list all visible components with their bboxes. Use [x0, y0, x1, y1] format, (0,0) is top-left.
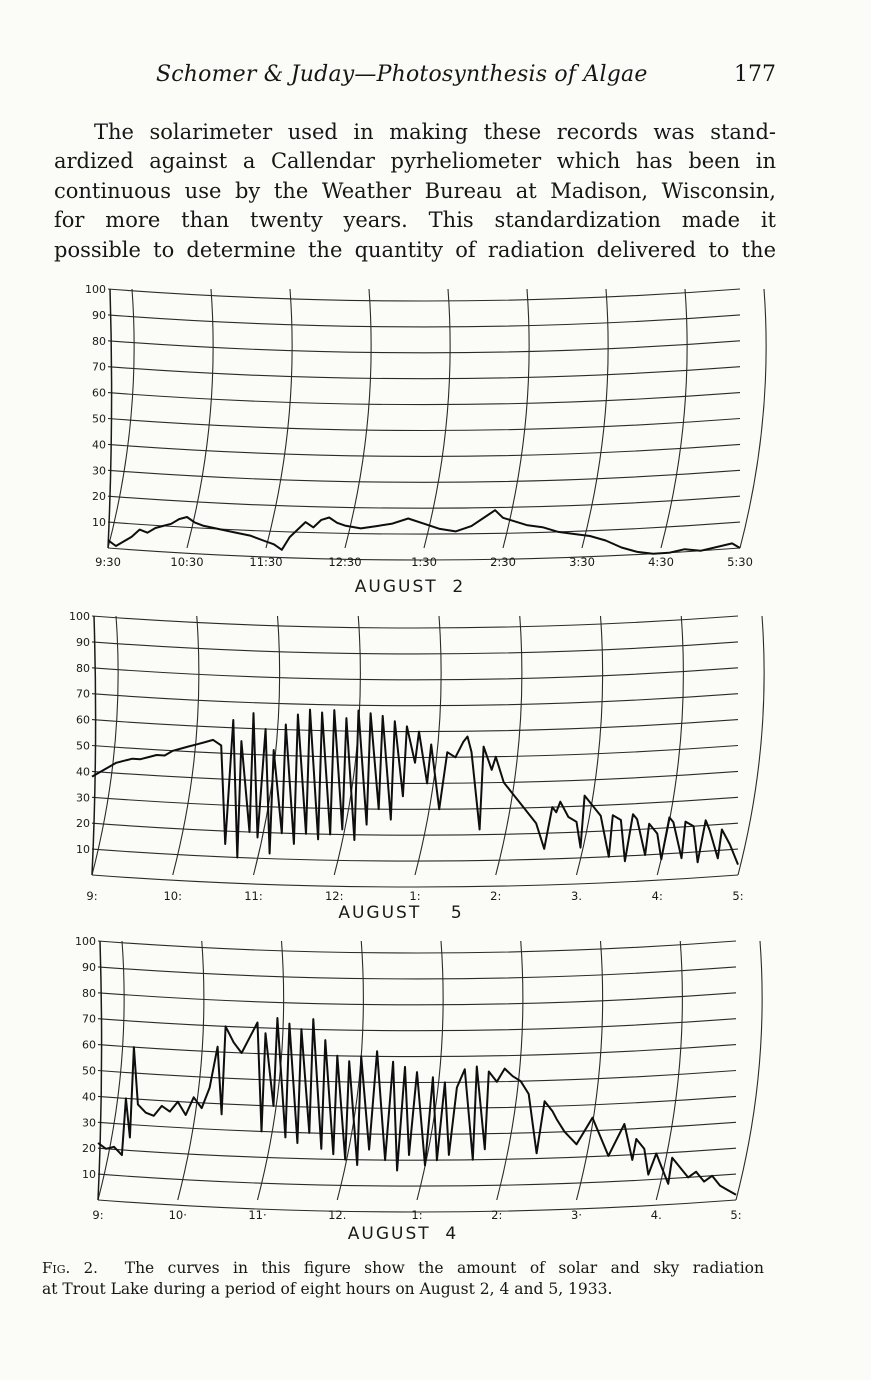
- time-rule: [577, 941, 603, 1200]
- x-tick-label: 9:30: [95, 555, 121, 569]
- x-tick-label: 3.: [571, 889, 582, 903]
- radiation-curve: [92, 710, 738, 865]
- y-tick-label: 10: [76, 843, 90, 857]
- y-tick-label: 60: [76, 713, 90, 727]
- x-tick-label: 10·: [168, 1208, 187, 1222]
- time-rule: [417, 941, 443, 1200]
- x-tick-label: 3·: [571, 1208, 582, 1222]
- body-line: possible to determine the quantity of radiation delivered to the: [54, 237, 776, 262]
- x-tick-label: 2:: [491, 1208, 503, 1222]
- y-tick-label: 60: [82, 1038, 96, 1052]
- x-tick-label: 5:30: [727, 555, 753, 569]
- chart-panel-1: [85, 283, 766, 597]
- time-rule: [661, 289, 687, 548]
- gridline: [92, 849, 738, 861]
- radiation-curve: [98, 1018, 736, 1195]
- y-tick-label: 10: [82, 1168, 96, 1182]
- x-tick-label: 11:30: [249, 555, 283, 569]
- y-tick-label: 100: [75, 935, 96, 948]
- gridline: [92, 616, 738, 628]
- chart-panel-3: [75, 935, 762, 1244]
- x-tick-label: 1:30: [411, 555, 437, 569]
- y-tick-label: 10: [92, 516, 106, 530]
- gridline: [98, 1174, 736, 1186]
- x-tick-label: 4.: [650, 1208, 662, 1222]
- y-tick-label: 50: [92, 412, 106, 426]
- y-tick-label: 70: [76, 687, 90, 701]
- gridline: [98, 1019, 736, 1031]
- y-tick-label: 80: [82, 986, 96, 1000]
- time-rule: [178, 941, 204, 1200]
- gridline: [92, 720, 738, 732]
- gridline: [108, 419, 740, 431]
- x-tick-label: 2:30: [490, 555, 516, 569]
- y-tick-label: 20: [76, 817, 90, 831]
- gridline: [92, 694, 738, 706]
- gridline: [98, 1045, 736, 1057]
- time-rule: [657, 616, 683, 875]
- x-tick-label: 3:30: [569, 555, 595, 569]
- body-line: for more than twenty years. This standardization made it: [54, 208, 776, 233]
- caption-text-1: The curves in this figure show the amount of solar and sky radiation: [124, 1259, 764, 1277]
- chart-panel-2: [69, 610, 764, 923]
- x-tick-label: 5:: [732, 889, 744, 903]
- time-rule: [187, 289, 213, 548]
- x-tick-label: 12.: [328, 1208, 347, 1222]
- time-rule: [415, 616, 441, 875]
- caption-text-2: at Trout Lake during a period of eight hours on August 2, 4 and 5, 1933.: [42, 1280, 613, 1298]
- x-tick-label: 12:: [324, 889, 344, 903]
- y-tick-label: 30: [92, 464, 106, 478]
- caption-line-1: [42, 1258, 764, 1279]
- y-tick-label: 80: [92, 334, 106, 348]
- x-tick-label: 1:: [409, 889, 421, 903]
- gridline: [108, 393, 740, 405]
- time-rule: [496, 616, 522, 875]
- gridline: [98, 967, 736, 979]
- chart-title: AUGUST 5: [338, 903, 464, 923]
- figure-label: Fig. 2.: [42, 1259, 98, 1277]
- x-tick-label: 1:: [411, 1208, 423, 1222]
- x-tick-label: 10:: [163, 889, 183, 903]
- figure-caption: [42, 1258, 764, 1300]
- gridline: [98, 993, 736, 1005]
- y-tick-label: 40: [82, 1090, 96, 1104]
- gridline: [92, 771, 738, 783]
- time-rule: [266, 289, 292, 548]
- page-number: 177: [734, 62, 776, 87]
- time-rule: [740, 289, 766, 548]
- chart-title: AUGUST 4: [347, 1224, 459, 1244]
- y-tick-label: 90: [76, 635, 90, 649]
- time-rule: [345, 289, 371, 548]
- gridline: [92, 642, 738, 654]
- body-line: continuous use by the Weather Bureau at Madison, Wisconsin,: [54, 178, 776, 203]
- time-rule: [497, 941, 523, 1200]
- y-tick-label: 50: [82, 1064, 96, 1078]
- x-tick-label: 11·: [248, 1208, 267, 1222]
- gridline: [92, 875, 738, 887]
- y-tick-label: 60: [92, 386, 106, 400]
- y-tick-label: 90: [82, 960, 96, 974]
- gridline: [108, 315, 740, 327]
- y-tick-label: 30: [76, 791, 90, 805]
- y-tick-label: 50: [76, 739, 90, 753]
- y-tick-label: 30: [82, 1116, 96, 1130]
- gridline: [92, 668, 738, 680]
- y-tick-label: 40: [76, 765, 90, 779]
- gridline: [98, 941, 736, 953]
- y-tick-label: 70: [92, 360, 106, 374]
- x-tick-label: 5:: [730, 1208, 742, 1222]
- gridline: [108, 496, 740, 508]
- x-tick-label: 2:: [490, 889, 502, 903]
- time-rule: [424, 289, 450, 548]
- time-rule: [503, 289, 529, 548]
- gridline: [108, 341, 740, 353]
- y-tick-label: 20: [82, 1142, 96, 1156]
- x-tick-label: 9:: [86, 889, 98, 903]
- x-tick-label: 4:30: [648, 555, 674, 569]
- y-tick-label: 100: [69, 610, 90, 623]
- running-title: Schomer & Juday—Photosynthesis of Algae: [156, 62, 648, 87]
- x-tick-label: 10:30: [170, 555, 204, 569]
- gridline: [108, 289, 740, 301]
- gridline: [108, 444, 740, 456]
- time-rule: [738, 616, 764, 875]
- body-line: ardized against a Callendar pyrheliometer which has been in: [54, 149, 776, 174]
- x-tick-label: 9:: [92, 1208, 104, 1222]
- body-line: The solarimeter used in making these records was stand-: [94, 120, 776, 144]
- y-tick-label: 90: [92, 308, 106, 322]
- y-tick-label: 40: [92, 438, 106, 452]
- gridline: [108, 367, 740, 379]
- time-rule: [582, 289, 608, 548]
- x-tick-label: 11:: [244, 889, 263, 903]
- chart-title: AUGUST 2: [354, 577, 466, 597]
- y-tick-label: 80: [76, 661, 90, 675]
- y-tick-label: 70: [82, 1012, 96, 1026]
- x-tick-label: 4:: [651, 889, 663, 903]
- y-tick-label: 20: [92, 490, 106, 504]
- gridline: [98, 1148, 736, 1160]
- time-rule: [736, 941, 762, 1200]
- x-tick-label: 12:30: [328, 555, 362, 569]
- y-tick-label: 100: [85, 283, 106, 296]
